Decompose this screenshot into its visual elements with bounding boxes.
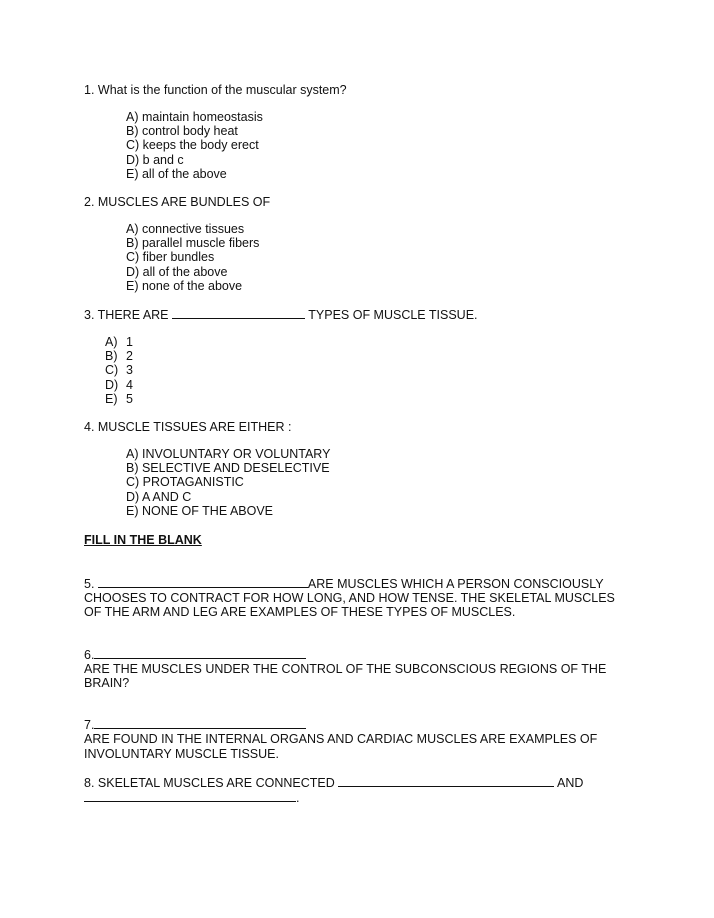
question-6 bbox=[84, 647, 629, 691]
option: D) all of the above bbox=[126, 264, 228, 279]
option: B) parallel muscle fibers bbox=[126, 236, 260, 251]
option-letter: E) bbox=[105, 391, 118, 406]
option: E) none of the above bbox=[126, 278, 243, 293]
question-8-text bbox=[84, 775, 629, 805]
question-8-prefix: 8. SKELETAL MUSCLES ARE CONNECTED bbox=[84, 775, 335, 790]
question-7-text bbox=[84, 717, 629, 761]
answer-blank[interactable] bbox=[94, 647, 306, 659]
answer-blank[interactable] bbox=[94, 717, 306, 729]
option-letter: D) bbox=[105, 377, 119, 392]
question-2-options bbox=[126, 222, 629, 293]
question-5-line1: ARE MUSCLES WHICH A PERSON CONSCIOUSLY bbox=[307, 577, 604, 592]
question-4-text: 4. MUSCLE TISSUES ARE EITHER : bbox=[84, 420, 292, 435]
question-7-rest: ARE FOUND IN THE INTERNAL ORGANS AND CARDIAC MUSCLES ARE EXAMPLES OF INVOLUNTARY MUSCLE TISSUE. bbox=[84, 732, 598, 761]
question-number: 7. bbox=[84, 718, 95, 733]
option bbox=[105, 363, 629, 377]
question-2 bbox=[84, 195, 629, 293]
worksheet bbox=[84, 83, 629, 805]
question-3-options bbox=[105, 335, 629, 406]
option-value: 1 bbox=[126, 335, 133, 350]
option: D) A AND C bbox=[126, 489, 192, 504]
question-6-rest: ARE THE MUSCLES UNDER THE CONTROL OF THE SUBCONSCIOUS REGIONS OF THE BRAIN? bbox=[84, 661, 607, 691]
question-3-prefix: 3. THERE ARE bbox=[84, 308, 169, 323]
option: B) control body heat bbox=[126, 124, 238, 139]
option: D) b and c bbox=[126, 152, 184, 167]
option: A) INVOLUNTARY OR VOLUNTARY bbox=[126, 447, 331, 462]
option: E) all of the above bbox=[126, 166, 227, 181]
answer-blank[interactable] bbox=[338, 775, 554, 787]
option: C) PROTAGANISTIC bbox=[126, 475, 244, 490]
option bbox=[105, 378, 629, 392]
option: A) connective tissues bbox=[126, 222, 245, 237]
question-5 bbox=[84, 576, 629, 620]
option: B) SELECTIVE AND DESELECTIVE bbox=[126, 461, 330, 476]
option-value: 2 bbox=[126, 349, 133, 364]
question-number: 6. bbox=[84, 647, 95, 662]
option: A) maintain homeostasis bbox=[126, 110, 263, 124]
option-value: 4 bbox=[126, 377, 133, 392]
option bbox=[105, 392, 629, 406]
question-1-options bbox=[126, 110, 629, 181]
question-7 bbox=[84, 717, 629, 761]
question-5-text bbox=[84, 576, 629, 620]
answer-blank[interactable] bbox=[84, 790, 296, 802]
question-1 bbox=[84, 83, 629, 181]
option-letter: A) bbox=[105, 335, 118, 350]
question-number: 5. bbox=[84, 577, 95, 592]
question-4 bbox=[84, 420, 629, 518]
answer-blank[interactable] bbox=[98, 576, 308, 588]
question-1-text: 1. What is the function of the muscular system? bbox=[84, 83, 347, 97]
option: C) keeps the body erect bbox=[126, 138, 259, 153]
question-8-middle: AND bbox=[557, 775, 584, 790]
question-6-text bbox=[84, 647, 629, 691]
option bbox=[105, 349, 629, 363]
question-3-text bbox=[84, 307, 629, 322]
question-4-options bbox=[126, 447, 629, 518]
option: C) fiber bundles bbox=[126, 250, 215, 265]
answer-blank[interactable] bbox=[172, 307, 305, 319]
option-value: 5 bbox=[126, 391, 133, 406]
option-letter: C) bbox=[105, 363, 119, 378]
section-heading: FILL IN THE BLANK bbox=[84, 533, 202, 548]
option-letter: B) bbox=[105, 349, 118, 364]
question-3-suffix: TYPES OF MUSCLE TISSUE. bbox=[308, 308, 478, 323]
question-8-end: . bbox=[296, 791, 300, 806]
question-5-rest: CHOOSES TO CONTRACT FOR HOW LONG, AND HOW TENSE. THE SKELETAL MUSCLES OF THE ARM AND LEG ARE EXAMPLES OF THESE TYPES OF MUSCLES. bbox=[84, 591, 615, 620]
option-value: 3 bbox=[126, 363, 133, 378]
question-3 bbox=[84, 307, 629, 406]
question-8 bbox=[84, 775, 629, 805]
question-2-text: 2. MUSCLES ARE BUNDLES OF bbox=[84, 195, 271, 210]
option: E) NONE OF THE ABOVE bbox=[126, 503, 274, 518]
option bbox=[105, 335, 629, 349]
